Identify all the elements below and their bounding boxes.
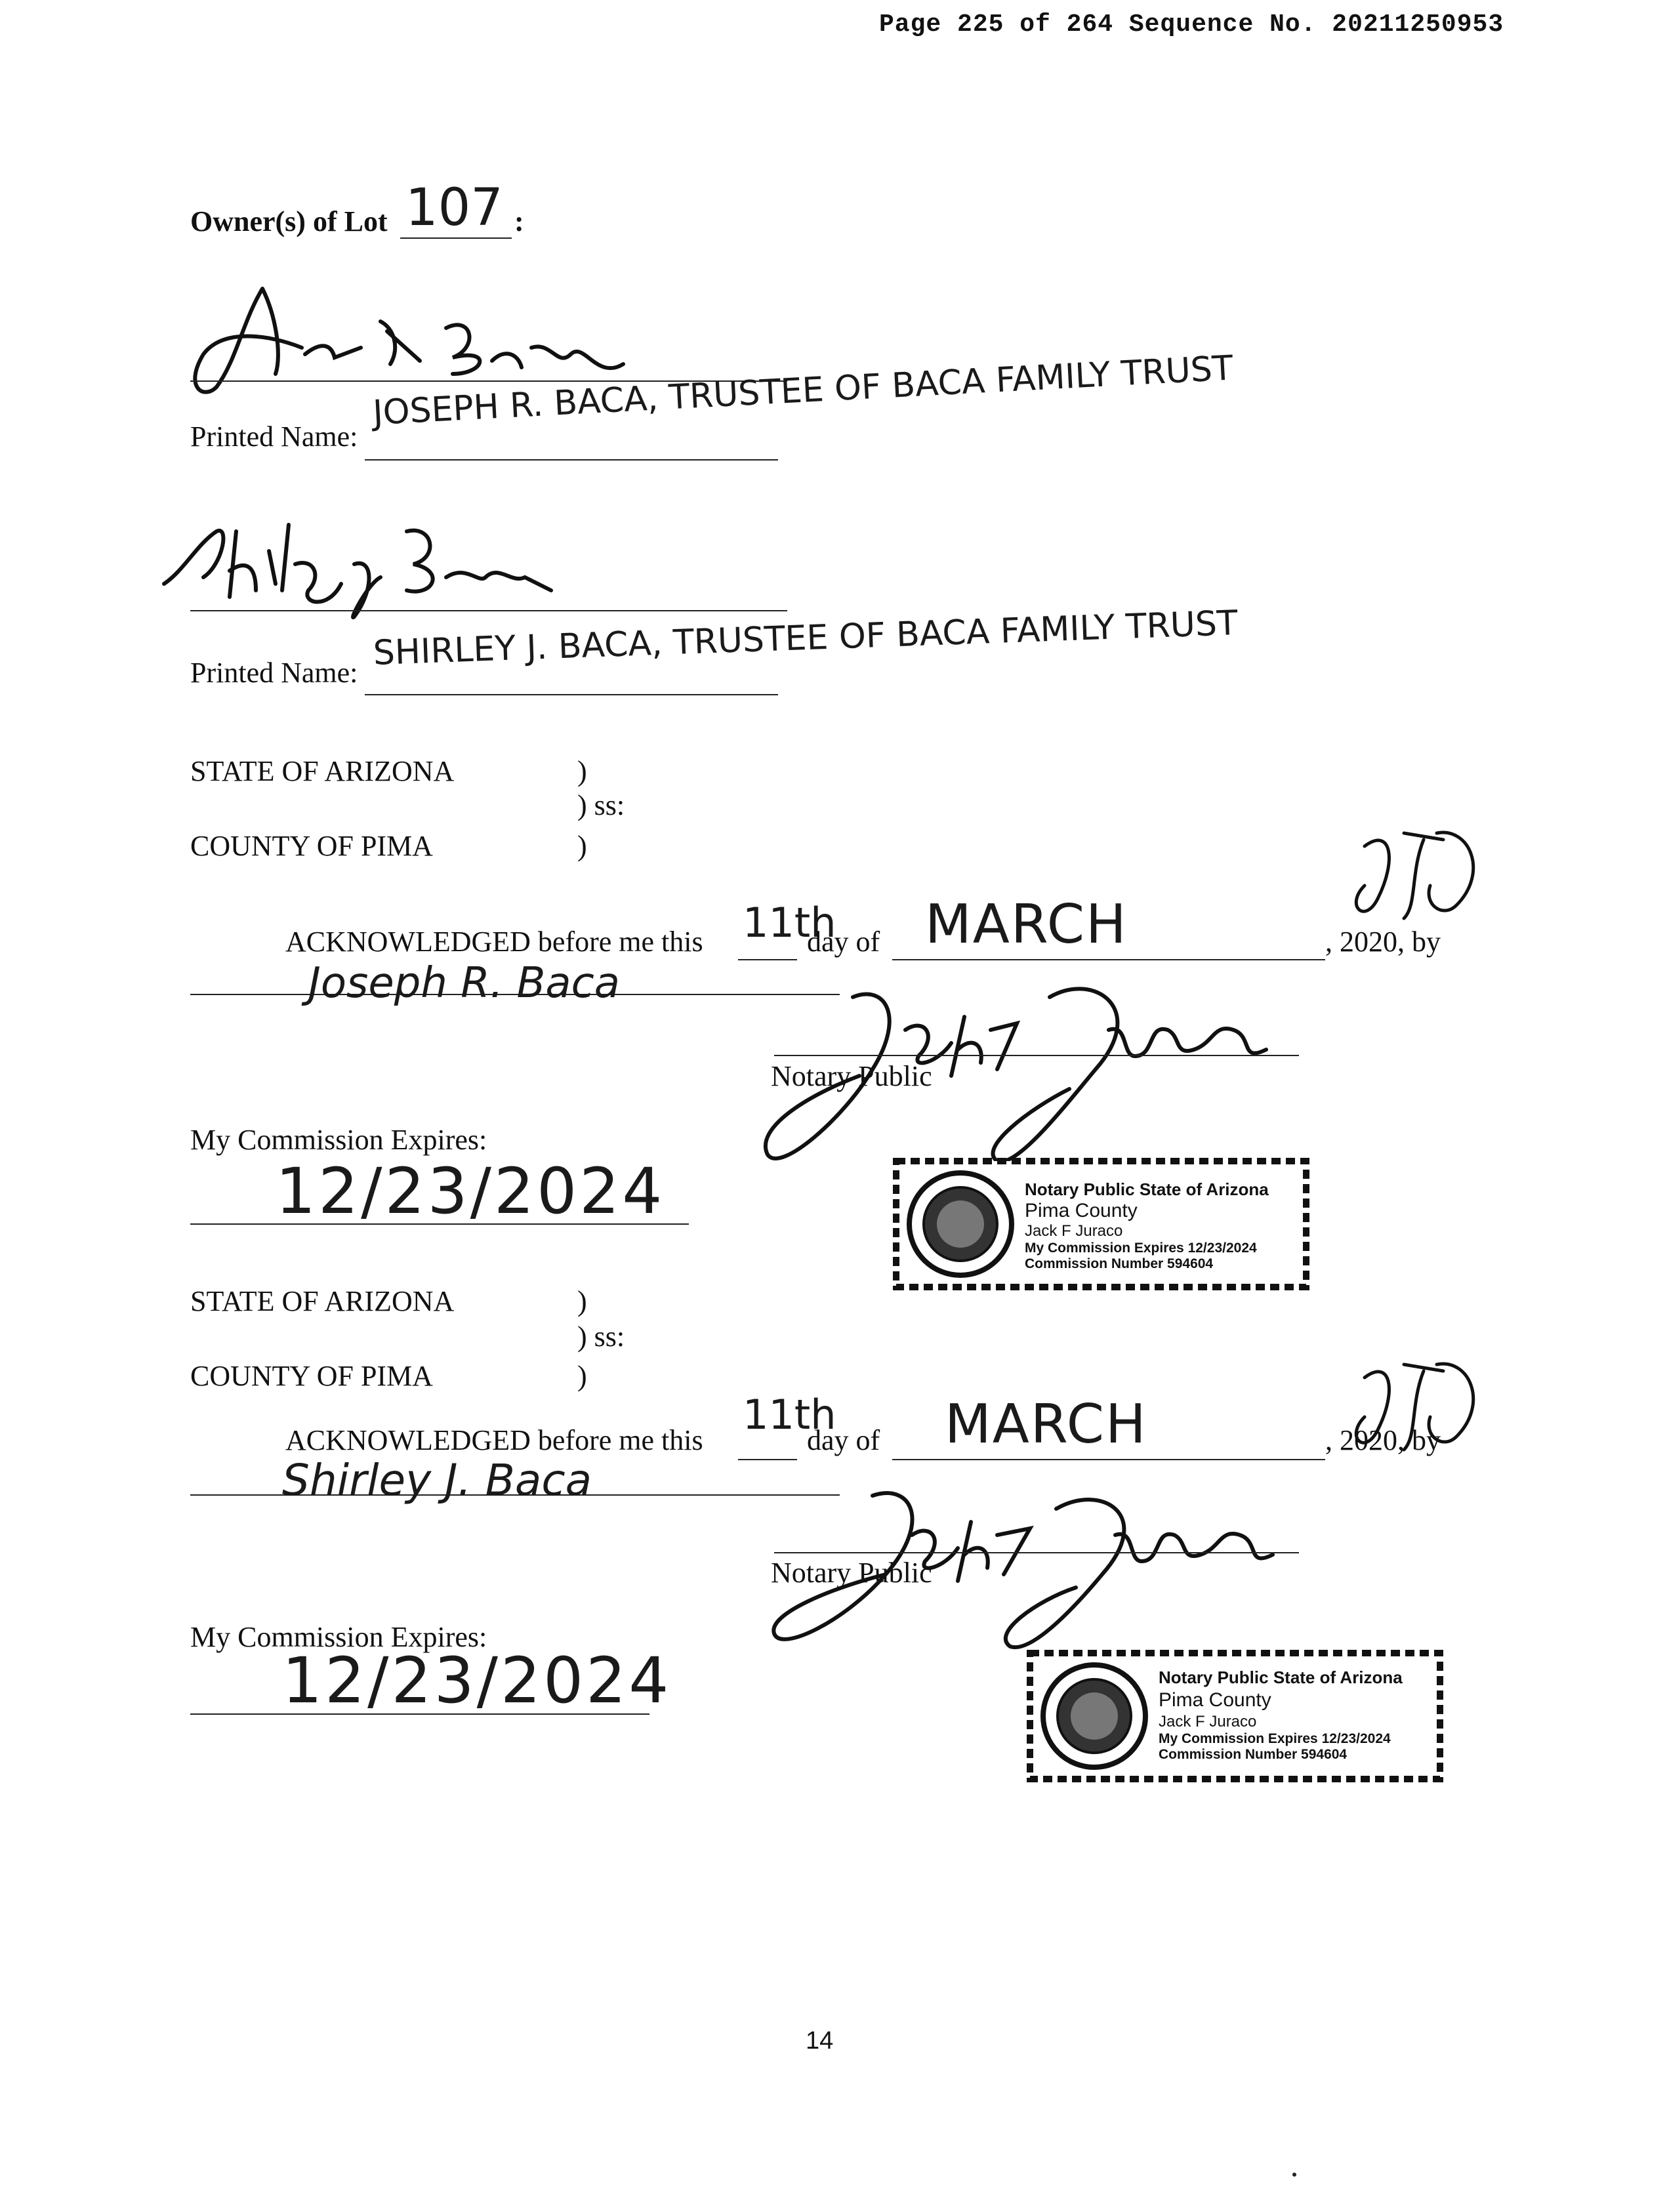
paren-2c: ) [577, 1360, 587, 1392]
notary-label-2: Notary Public [771, 1557, 932, 1589]
ss-label-2: ) ss: [577, 1321, 625, 1353]
day-of-2: day of [807, 1424, 880, 1456]
shirley-signature [157, 505, 577, 636]
day-of-1: day of [807, 926, 880, 958]
seal-line4-1: My Commission Expires 12/23/2024 [1025, 1240, 1257, 1256]
year-by-2: , 2020, by [1325, 1424, 1441, 1456]
ack-day-2: 11th [743, 1391, 836, 1439]
ack-month-1: MARCH [925, 893, 1128, 956]
commission-date-1: 12/23/2024 [276, 1155, 665, 1228]
printed-name-label-1: Printed Name: [190, 420, 358, 453]
notary-initials-1 [1338, 820, 1489, 938]
seal-line5-2: Commission Number 594604 [1159, 1747, 1348, 1762]
page-number: 14 [806, 2027, 834, 2055]
printed-name-1: JOSEPH R. BACA, TRUSTEE OF BACA FAMILY TRUST [371, 348, 1234, 433]
seal-line1-2: Notary Public State of Arizona [1159, 1668, 1403, 1687]
lot-number-line [400, 237, 512, 239]
seal-line2-1: Pima County [1025, 1200, 1138, 1221]
notary-label-1: Notary Public [771, 1060, 932, 1092]
printed-name-label-2: Printed Name: [190, 657, 358, 689]
ss-label-1: ) ss: [577, 789, 625, 821]
day-line-2 [738, 1459, 797, 1460]
state-label-1: STATE OF ARIZONA [190, 755, 455, 787]
commission-label-2: My Commission Expires: [190, 1621, 487, 1653]
ack-day-1: 11th [743, 899, 836, 947]
seal-line2-2: Pima County [1159, 1689, 1271, 1711]
notary-seal-1 [890, 1155, 1313, 1294]
ack-before-1: ACKNOWLEDGED before me this [285, 926, 703, 958]
state-label-2: STATE OF ARIZONA [190, 1285, 455, 1317]
notary-initials-2 [1338, 1351, 1489, 1469]
seal-line3-1: Jack F Juraco [1025, 1222, 1123, 1240]
printed-name-2: SHIRLEY J. BACA, TRUSTEE OF BACA FAMILY TRUST [372, 604, 1239, 673]
speck-dot [1292, 2173, 1296, 2177]
county-label-1: COUNTY OF PIMA [190, 830, 433, 862]
notary-seal-2 [1023, 1647, 1447, 1786]
ack-month-2: MARCH [945, 1393, 1147, 1456]
ack-before-2: ACKNOWLEDGED before me this [285, 1424, 703, 1456]
lot-number: 107 [405, 178, 503, 237]
notary-line-2 [774, 1552, 1299, 1553]
notary-line-1 [774, 1055, 1299, 1056]
owners-colon: : [514, 205, 524, 237]
county-label-2: COUNTY OF PIMA [190, 1360, 433, 1392]
signature-line-2 [190, 610, 787, 611]
commission-date-2: 12/23/2024 [282, 1644, 672, 1717]
paren-1c: ) [577, 830, 587, 862]
seal-line3-2: Jack F Juraco [1159, 1713, 1257, 1731]
year-by-1: , 2020, by [1325, 926, 1441, 958]
seal-line4-2: My Commission Expires 12/23/2024 [1159, 1731, 1391, 1746]
owners-label: Owner(s) of Lot [190, 205, 388, 237]
commission-label-1: My Commission Expires: [190, 1124, 487, 1156]
ack-person-2: Shirley J. Baca [282, 1455, 592, 1505]
paren-1a: ) [577, 755, 587, 787]
ack-person-1: Joseph R. Baca [308, 959, 620, 1008]
printed-name-line-2 [365, 694, 778, 695]
printed-name-line-1 [365, 459, 778, 461]
seal-line1-1: Notary Public State of Arizona [1025, 1179, 1269, 1199]
seal-line5-1: Commission Number 594604 [1025, 1256, 1214, 1271]
paren-2a: ) [577, 1285, 587, 1317]
page-sequence-header: Page 225 of 264 Sequence No. 20211250953 [879, 10, 1504, 39]
month-line-2 [892, 1459, 1325, 1460]
